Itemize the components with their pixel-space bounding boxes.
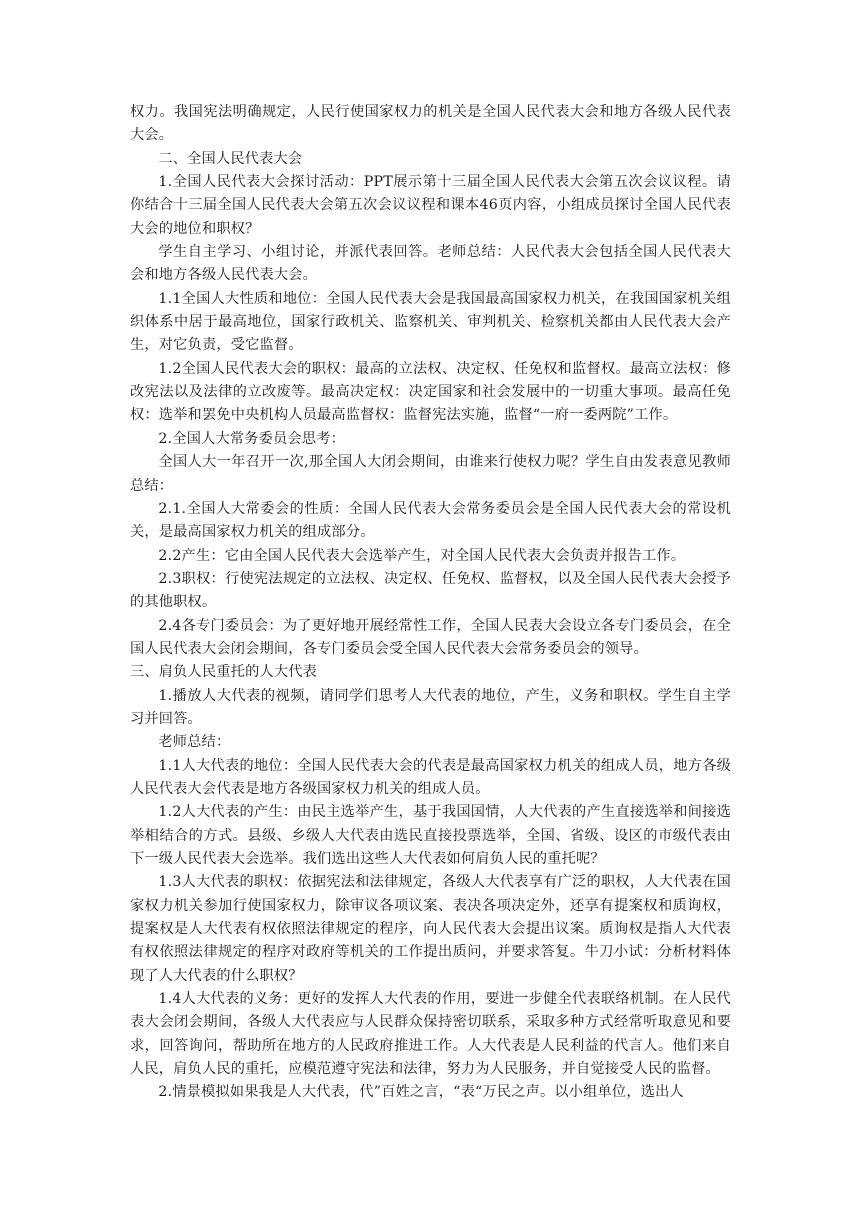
paragraph: 全国人大一年召开一次,那全国人大闭会期间，由谁来行使权力呢？学生自由发表意见教师总结：	[130, 454, 731, 494]
paragraph: 1.3人大代表的职权：依据宪法和法律规定，各级人大代表享有广泛的职权，人大代表在国家权力机关参加行使国家权力，除审议各项议案、表决各项决定外，还享有提案权和质询权，提案权是人大代表有权依照法律规定的程序，向人民代表大会提出议案。质询权是指人大代表有权依照法律规定的程序对政府等机关的工作提出质问，并要求答复。牛刀小试：分析材料体现了人大代表的什么职权？	[130, 874, 731, 984]
paragraph: 学生自主学习、小组讨论，并派代表回答。老师总结：人民代表大会包括全国人民代表大会和地方各级人民代表大会。	[130, 244, 731, 284]
document-body	[130, 101, 731, 1105]
paragraph: 2.1.全国人大常委会的性质：全国人民代表大会常务委员会是全国人民代表大会的常设机关，是最高国家权力机关的组成部分。	[130, 500, 731, 541]
paragraph: 2.3职权：行使宪法规定的立法权、决定权、任免权、监督权，以及全国人民代表大会授予的其他职权。	[130, 570, 731, 611]
paragraph: 1.1人大代表的地位：全国人民代表大会的代表是最高国家权力机关的组成人员，地方各级人民代表大会代表是地方各级国家权力机关的组成人员。	[130, 757, 731, 797]
paragraph: 1.播放人大代表的视频，请同学们思考人大代表的地位，产生，义务和职权。学生自主学习并回答。	[130, 687, 731, 727]
section-heading: 三、肩负人民重托的人大代表	[130, 664, 318, 681]
paragraph: 2.情景模拟如果我是人大代表，代”百姓之言，“表“万民之声。以小组单位，选出人	[158, 1084, 684, 1101]
paragraph: 1.全国人民代表大会探讨活动：PPT展示第十三届全国人民代表大会第五次会议议程。请你结合十三届全国人民代表大会第五次会议议程和课本46页内容，小组成员探讨全国人民代表大会的地位和职权？	[130, 174, 731, 237]
paragraph: 2.2产生：它由全国人民代表大会选举产生，对全国人民代表大会负责并报告工作。	[158, 547, 686, 564]
paragraph: 老师总结：	[158, 734, 231, 751]
paragraph: 1.2人大代表的产生：由民主选举产生，基于我国国情，人大代表的产生直接选举和间接选举相结合的方式。县级、乡级人大代表由选民直接投票选举，全国、省级、设区的市级代表由下一级人民代表大会选举。我们选出这些人大代表如何肩负人民的重托呢？	[130, 804, 731, 867]
paragraph: 1.1全国人大性质和地位：全国人民代表大会是我国最高国家权力机关，在我国国家机关组织体系中居于最高地位，国家行政机关、监察机关、审判机关、检察机关都由人民代表大会产生，对它负责，受它监督。	[130, 290, 731, 354]
paragraph: 2.全国人大常务委员会思考：	[158, 430, 345, 447]
paragraph: 1.4人大代表的义务：更好的发挥人大代表的作用，要进一步健全代表联络机制。在人民代表大会闭会期间，各级人大代表应与人民群众保持密切联系，采取多种方式经常听取意见和要求，回答询问，帮助所在地方的人民政府推进工作。人大代表是人民利益的代言人。他们来自人民，肩负人民的重托，应模范遵守宪法和法律，努力为人民服务，并自觉接受人民的监督。	[130, 991, 731, 1078]
paragraph: 2.4各专门委员会：为了更好地开展经常性工作，全国人民表大会设立各专门委员会，在全国人民代表大会闭会期间，各专门委员会受全国人民代表大会常务委员会的领导。	[130, 617, 731, 657]
paragraph: 1.2全国人民代表大会的职权：最高的立法权、决定权、任免权和监督权。最高立法权：修改宪法以及法律的立改废等。最高决定权：决定国家和社会发展中的一切重大事项。最高任免权：选举和罢免中央机构人员最高监督权：监督宪法实施，监督“一府一委两院”工作。	[130, 360, 731, 424]
paragraph: 权力。我国宪法明确规定，人民行使国家权力的机关是全国人民代表大会和地方各级人民代表大会。	[130, 104, 731, 144]
section-heading: 二、全国人民代表大会	[158, 150, 303, 167]
